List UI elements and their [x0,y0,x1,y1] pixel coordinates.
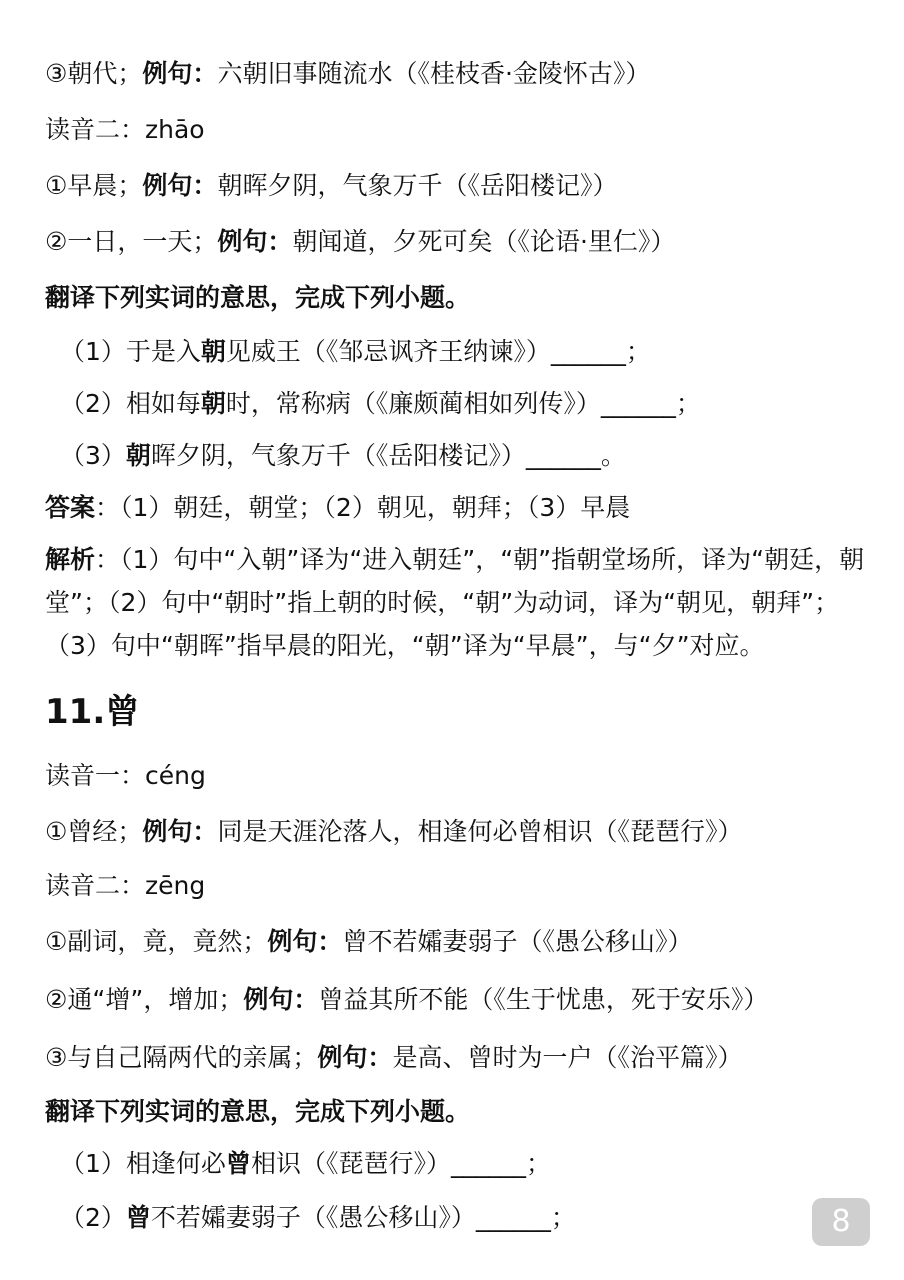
meaning-prefix: ①副词，竟，竟然； [45,927,268,956]
reading-zhao: 读音二：zhāo [45,115,205,144]
question-text: 见威王（《邹忌讽齐王纳谏》）______； [225,337,651,366]
key-word: 曾 [125,1203,151,1232]
question-text: 不若孀妻弱子（《愚公移山》）______； [150,1203,576,1232]
example-label: 例句： [142,59,218,88]
example-text: 是高、曾时为一户（《治平篇》） [392,1043,743,1072]
example-label: 例句： [267,927,343,956]
question-text: （1）于是入 [60,337,201,366]
answer-label: 答案 [45,493,96,522]
meaning-prefix: ①曾经； [45,817,143,846]
question-text: 相识（《琵琶行》）______； [250,1149,551,1178]
meaning-ceng-once [45,816,742,848]
key-word: 朝 [200,337,226,366]
meaning-prefix: ③与自己隔两代的亲属； [45,1043,318,1072]
example-label: 例句： [317,1043,393,1072]
example-text: 曾不若孀妻弱子（《愚公移山》） [342,927,693,956]
question-1-1 [60,336,651,368]
meaning-zeng-increase [45,984,768,1016]
question-text: （2） [60,1203,126,1232]
example-text: 朝晖夕阴，气象万千（《岳阳楼记》） [217,171,618,200]
example-label: 例句： [217,227,293,256]
key-word: 朝 [200,389,226,418]
key-word: 朝 [125,441,151,470]
question-2-1 [60,1148,551,1180]
meaning-prefix: ②通“增”，增加； [45,985,244,1014]
question-1-3 [60,440,626,472]
page-number-badge: 8 [812,1198,870,1246]
meaning-chao-dynasty [45,58,650,90]
example-label: 例句： [243,985,319,1014]
task-instruction-1: 翻译下列实词的意思，完成下列小题。 [45,283,471,312]
meaning-zeng-relative [45,1042,742,1074]
meaning-zhao-day [45,226,675,258]
example-text: 朝闻道，夕死可矣（《论语·里仁》） [292,227,676,256]
task-instruction-2: 翻译下列实词的意思，完成下列小题。 [45,1097,471,1126]
meaning-zeng-even [45,926,692,958]
analysis-text: ：（1）句中“入朝”译为“进入朝廷”，“朝”指朝堂场所，译为“朝廷，朝堂”；（2）句中“朝时”指上朝的时候，“朝”为动词，译为“朝见，朝拜”；（3）句中“朝晖”指早晨的阳光，“朝”译为“早晨”，与“夕”对应。 [45,545,865,660]
question-2-2 [60,1202,576,1234]
example-label: 例句： [142,171,218,200]
reading-ceng: 读音一：céng [45,761,206,790]
answer-line [45,492,630,524]
meaning-prefix: ③朝代； [45,59,143,88]
meaning-prefix: ②一日，一天； [45,227,218,256]
analysis-label: 解析 [45,545,96,574]
meaning-zhao-morning [45,170,617,202]
example-text: 六朝旧事随流水（《桂枝香·金陵怀古》） [217,59,651,88]
meaning-prefix: ①早晨； [45,171,143,200]
reading-zeng: 读音二：zēng [45,871,206,900]
example-label: 例句： [142,817,218,846]
answer-text: ：（1）朝廷，朝堂；（2）朝见，朝拜；（3）早晨 [95,493,631,522]
question-text: （2）相如每 [60,389,201,418]
analysis-paragraph [45,538,877,667]
example-text: 曾益其所不能（《生于忧患，死于安乐》） [318,985,769,1014]
question-text: 时，常称病（《廉颇蔺相如列传》）______； [225,389,701,418]
key-word: 曾 [225,1149,251,1178]
example-text: 同是天涯沦落人，相逢何必曾相识（《琵琶行》） [217,817,743,846]
question-text: （1）相逢何必 [60,1149,226,1178]
question-text: 晖夕阴，气象万千（《岳阳楼记》）______。 [150,441,626,470]
section-heading: 11.曾 [45,692,140,732]
question-text: （3） [60,441,126,470]
question-1-2 [60,388,701,420]
